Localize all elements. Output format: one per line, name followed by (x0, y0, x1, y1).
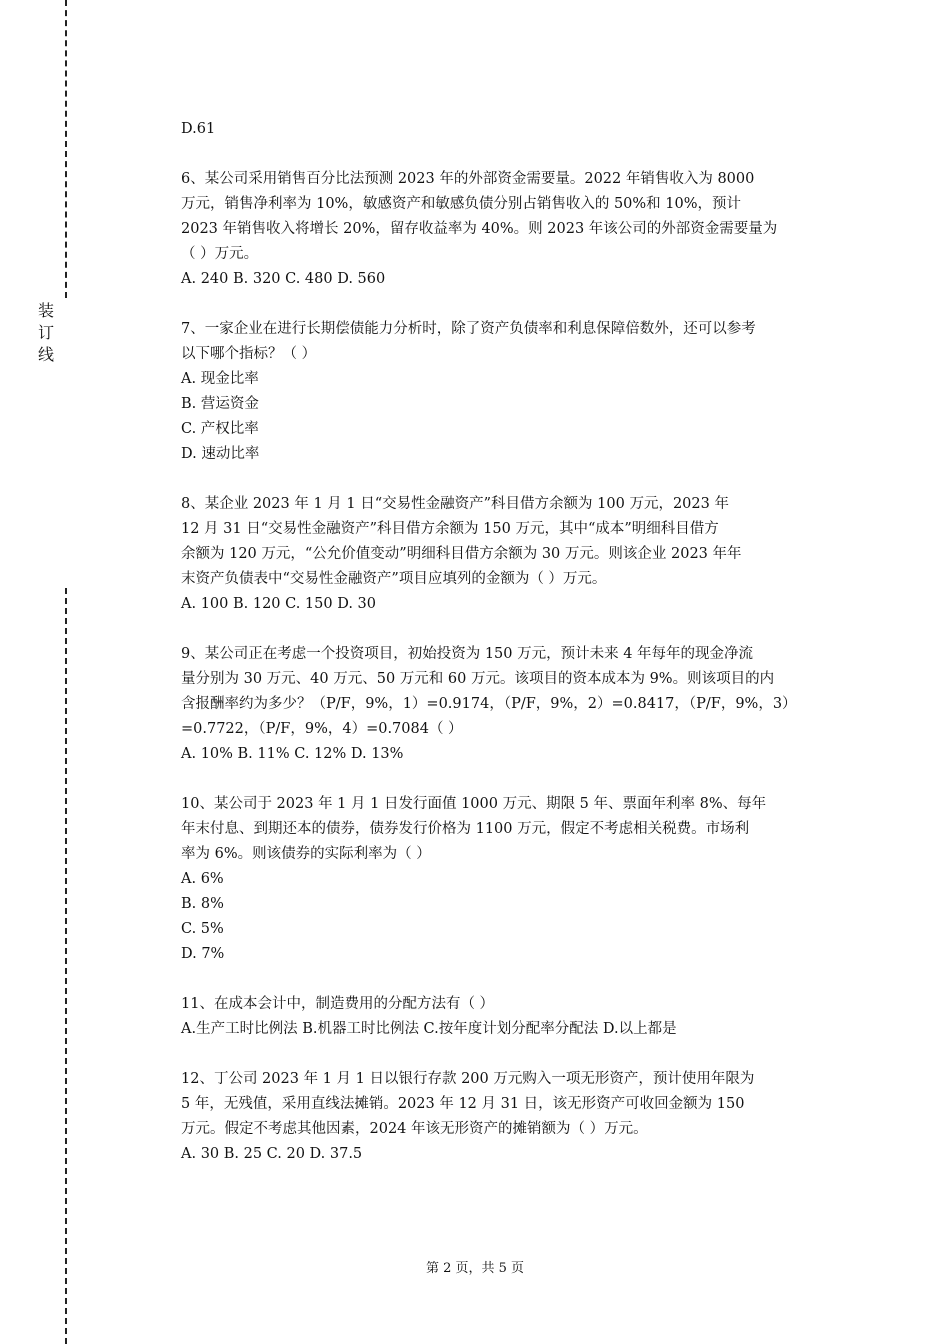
question-stem-line: 余额为 120 万元，“公允价值变动”明细科目借方余额为 30 万元。则该企业 2023 年年 (181, 546, 742, 562)
question-block (181, 792, 841, 967)
binding-char: 线 (37, 345, 54, 364)
question-stem-line: 10、某公司于 2023 年 1 月 1 日发行面值 1000 万元、期限 5 年、票面年利率 8%、每年 (181, 796, 767, 812)
question-stem-line: 以下哪个指标？（ ） (181, 346, 317, 362)
question-list (181, 117, 841, 1192)
answer-option: B. 8% (181, 896, 224, 912)
question-stem-line: （ ）万元。 (181, 246, 259, 262)
question-block (181, 167, 841, 292)
binding-char: 装 (37, 301, 54, 320)
answer-option: A. 现金比率 (181, 371, 259, 387)
binding-line-bottom (65, 588, 67, 1344)
question-stem-line: 12、丁公司 2023 年 1 月 1 日以银行存款 200 万元购入一项无形资产，预计使用年限为 (181, 1071, 755, 1087)
answer-option: C. 产权比率 (181, 421, 259, 437)
question-stem-line: =0.7722，（P/F，9%，4）=0.7084（ ） (181, 721, 463, 737)
question-stem-line: 万元，销售净利率为 10%，敏感资产和敏感负债分别占销售收入的 50%和 10%，预计 (181, 196, 742, 212)
binding-label (36, 300, 56, 366)
answer-option: B. 营运资金 (181, 396, 259, 412)
question-stem-line: 12 月 31 日“交易性金融资产”科目借方余额为 150 万元，其中“成本”明细科目借方 (181, 521, 719, 537)
question-stem-line: 7、一家企业在进行长期偿债能力分析时，除了资产负债率和利息保障倍数外，还可以参考 (181, 321, 756, 337)
answer-option: A. 6% (181, 871, 224, 887)
binding-line-top (65, 0, 67, 298)
question-block (181, 642, 841, 767)
question-stem-line: 末资产负债表中“交易性金融资产”项目应填列的金额为（ ）万元。 (181, 571, 607, 587)
answer-option: D. 7% (181, 946, 225, 962)
question-stem-line: 量分别为 30 万元、40 万元、50 万元和 60 万元。该项目的资本成本为 9%。则该项目的内 (181, 671, 775, 687)
answer-option: A. 30 B. 25 C. 20 D. 37.5 (181, 1146, 363, 1162)
answer-option: A. 240 B. 320 C. 480 D. 560 (181, 271, 386, 287)
answer-option: A.生产工时比例法 B.机器工时比例法 C.按年度计划分配率分配法 D.以上都是 (181, 1021, 677, 1037)
question-stem-line: 万元。假定不考虑其他因素，2024 年该无形资产的摊销额为（ ）万元。 (181, 1121, 648, 1137)
question-stem-line: 率为 6%。则该债券的实际利率为（ ） (181, 846, 431, 862)
question-stem-line: 9、某公司正在考虑一个投资项目，初始投资为 150 万元，预计未来 4 年每年的现金净流 (181, 646, 754, 662)
question-stem-line: 2023 年销售收入将增长 20%，留存收益率为 40%。则 2023 年该公司的外部资金需要量为 (181, 221, 778, 237)
answer-option: A. 100 B. 120 C. 150 D. 30 (181, 596, 376, 612)
question-block (181, 317, 841, 467)
question-stem-line: 含报酬率约为多少？（P/F，9%，1）=0.9174，（P/F，9%，2）=0.8417，（P/F，9%，3） (181, 696, 797, 712)
answer-option: D. 速动比率 (181, 446, 260, 462)
question-block (181, 1067, 841, 1167)
question-stem-line: 6、某公司采用销售百分比法预测 2023 年的外部资金需要量。2022 年销售收入为 8000 (181, 171, 755, 187)
question-stem-line: 11、在成本会计中，制造费用的分配方法有（ ） (181, 996, 495, 1012)
answer-option: A. 10% B. 11% C. 12% D. 13% (181, 746, 404, 762)
question-block (181, 117, 841, 142)
answer-option: C. 5% (181, 921, 224, 937)
binding-char: 订 (37, 323, 54, 342)
question-stem-line: 8、某企业 2023 年 1 月 1 日“交易性金融资产”科目借方余额为 100 万元，2023 年 (181, 496, 729, 512)
page-footer: 第 2 页，共 5 页 (425, 1261, 525, 1276)
question-block (181, 992, 841, 1042)
question-stem-line: 5 年，无残值，采用直线法摊销。2023 年 12 月 31 日，该无形资产可收回金额为 150 (181, 1096, 745, 1112)
answer-option: D.61 (181, 121, 216, 137)
question-block (181, 492, 841, 617)
question-stem-line: 年末付息、到期还本的债券，债券发行价格为 1100 万元，假定不考虑相关税费。市场利 (181, 821, 750, 837)
